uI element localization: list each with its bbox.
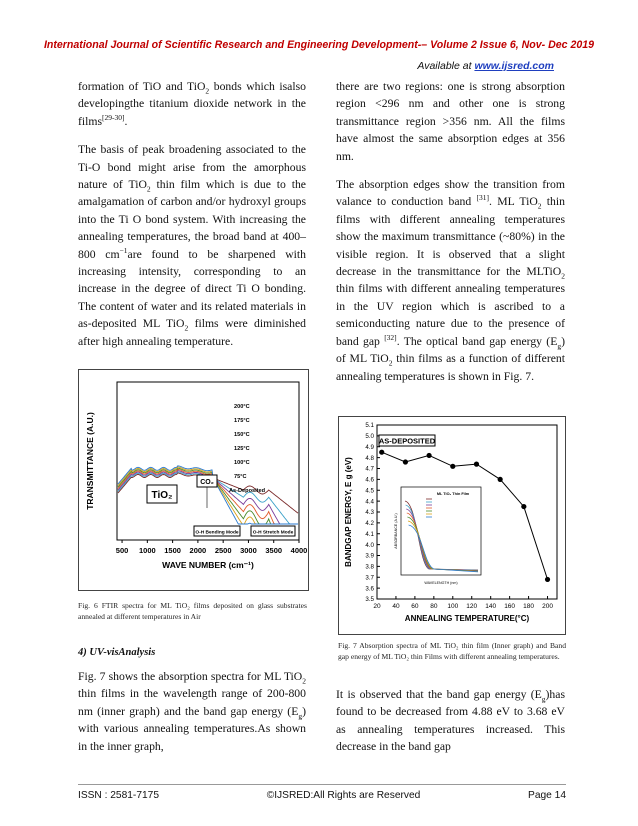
right-paragraph-3-wrap	[336, 686, 565, 767]
bandgap-y-tick-label: 3.8	[365, 563, 374, 571]
bandgap-y-tick-label: 4.0	[365, 541, 374, 549]
ftir-x-tick-label: 4000	[290, 546, 308, 555]
left-paragraph-2: The basis of peak broadening associated to the Ti-O bond might arise from the amorphous nature of TiO$_2$ thin film which is due to the amalgamation of carbon and/or hydroxyl groups into the Ti O bond system. With increasing the annealing temperatures, the broad band at 400–800 $cm^{-1}are$ found to be sharpened with increasing intensity, corresponding to an increase in the degree of direct Ti O bonding. The content of water and its related materials in as-deposited ML TiO$_2$ films were diminished after high annealing temperature.	[78, 143, 307, 348]
bandgap-x-tick-label: 20	[373, 603, 381, 610]
bandgap-x-tick-label: 80	[430, 603, 438, 610]
bandgap-title: AS-DEPOSITED	[378, 436, 436, 446]
bandgap-x-axis-label: ANNEALING TEMPERATURE(°C)	[404, 614, 530, 623]
fig6-ftir-chart	[78, 369, 309, 591]
ftir-plot-frame	[117, 382, 299, 540]
bandgap-y-tick-label: 4.5	[365, 487, 374, 495]
bandgap-x-tick-label: 100	[447, 603, 459, 610]
inset-y-label: ABSORBANCE (A.U.)	[394, 513, 398, 549]
bandgap-x-tick-label: 180	[523, 603, 535, 610]
bandgap-y-tick-label: 4.2	[365, 520, 374, 528]
ftir-x-axis-label: WAVE NUMBER (cm⁻¹)	[162, 560, 254, 570]
right-paragraph-1: there are two regions: one is strong absorption region <296 nm and other one is strong transmittance region >356 nm. All the films have almost the same absorption edges at 356 nm.	[336, 80, 565, 163]
ftir-temp-label: As-Deposited	[229, 488, 266, 494]
ftir-x-tick-label: 3000	[240, 546, 257, 555]
bandgap-y-tick-label: 5.0	[365, 433, 374, 441]
bandgap-x-tick-label: 200	[542, 603, 553, 610]
ftir-temp-label: 200°C	[234, 404, 250, 410]
inset-title: ML TiO₂ Thin Film	[436, 492, 470, 496]
inset-frame	[401, 487, 481, 575]
bandgap-y-tick-label: 3.6	[365, 585, 374, 593]
bandgap-x-tick-label: 140	[485, 603, 497, 610]
fig7-caption: Fig. 7 Absorption spectra of ML TiO₂ thin film (Inner graph) and Band gap energy of ML TiO₂ thin Films with different annealing temperatures.	[338, 641, 566, 661]
ftir-tio2-label: TiO₂	[151, 490, 173, 501]
ftir-x-tick-label: 3500	[265, 546, 283, 555]
website-link[interactable]: www.ijsred.com	[474, 60, 554, 72]
bandgap-y-tick-label: 4.3	[365, 509, 374, 517]
fig7-bandgap-chart	[338, 416, 566, 635]
bandgap-y-tick-label: 5.1	[365, 422, 374, 430]
bandgap-y-tick-label: 3.5	[365, 596, 374, 604]
bandgap-data-point	[379, 450, 384, 455]
bandgap-data-point	[521, 504, 526, 509]
bandgap-data-point	[427, 453, 432, 458]
journal-header: International Journal of Scientific Research and Engineering Development-– Volume 2 Issue 6, Nov- Dec 2019	[43, 39, 595, 51]
bandgap-y-tick-label: 4.1	[365, 530, 374, 538]
available-at	[417, 60, 554, 72]
bandgap-data-point	[403, 459, 408, 464]
footer-rights: ©IJSRED:All Rights are Reserved	[266, 790, 421, 801]
inset-x-label: WAVELENGTH (nm)	[424, 581, 458, 585]
bandgap-y-tick-label: 4.8	[365, 454, 374, 462]
ftir-x-tick-label: 2500	[214, 546, 232, 555]
right-paragraph-3: It is observed that the band gap energy $(E_g)has$ found to be decreased from 4.88 eV to 3.68 eV as annealing temperatures increased. This decrease in the band gap	[336, 688, 565, 754]
fig6-caption: Fig. 6 FTIR spectra for ML TiO₂ films deposited on glass substrates annealed at different temperatures in Air	[78, 601, 307, 621]
bandgap-data-point	[498, 477, 503, 482]
bandgap-y-tick-label: 4.7	[365, 465, 374, 473]
left-paragraph-3: Fig. 7 shows the absorption spectra for ML TiO$_2$ thin films in the wavelength range of 200-800 nm (inner graph) and the band gap energy $(E_g)$ with various annealing temperatures.As shown in the inner graph,	[78, 670, 306, 753]
bandgap-y-tick-label: 3.7	[365, 574, 374, 582]
ftir-temp-label: 75°C	[234, 474, 247, 480]
bandgap-x-tick-label: 160	[504, 603, 516, 610]
bandgap-y-tick-label: 4.9	[365, 443, 374, 451]
ftir-temp-label: 100°C	[234, 460, 250, 466]
available-prefix: Available at	[417, 60, 472, 72]
footer	[78, 790, 566, 801]
ftir-y-axis-label: TRANSMITTANCE (A.U.)	[85, 412, 95, 510]
bandgap-y-axis-label: BANDGAP ENERGY, E g (eV)	[344, 457, 353, 567]
ftir-temp-label: 150°C	[234, 432, 250, 438]
right-paragraph-2: The absorption edges show the transition from valance to conduction band [31]. ML TiO$_2$ thin films with different annealing temperatures show the maximum transmittance (~80%) in the visible region. It is observed that a slight decrease in the transmittance for the MLTiO$_2$ thin films with different annealing temperatures in the UV region which is ascribed to a semiconducting nature due to the presence of band gap [32]. The optical band gap energy $(E_g)$ of ML TiO$_2$ thin films as a function of different annealing temperatures is shown in Fig. 7.	[336, 178, 565, 383]
footer-rule	[78, 784, 566, 785]
bandgap-data-point	[450, 464, 455, 469]
bandgap-x-tick-label: 60	[411, 603, 419, 610]
ftir-x-tick-label: 1500	[164, 546, 181, 555]
right-column	[336, 78, 565, 396]
bandgap-x-tick-label: 120	[466, 603, 478, 610]
ftir-oh-stretch-label: O-H Stretch Mode	[252, 530, 294, 536]
left-paragraph-3-wrap	[78, 668, 306, 766]
bandgap-y-tick-label: 4.4	[365, 498, 374, 506]
ftir-x-tick-label: 2000	[189, 546, 207, 555]
ftir-oh-bending-label: O-H Bending Mode	[195, 530, 239, 536]
bandgap-y-tick-label: 4.6	[365, 476, 374, 484]
bandgap-x-tick-label: 40	[392, 603, 400, 610]
footer-page: Page 14	[528, 790, 566, 801]
ftir-temp-label: 175°C	[234, 418, 250, 424]
ftir-x-tick-label: 1000	[138, 546, 156, 555]
left-column	[78, 78, 306, 361]
ftir-co2-label: CO₂	[200, 479, 214, 486]
ftir-temp-label: 125°C	[234, 446, 250, 452]
bandgap-data-point	[545, 577, 550, 582]
footer-issn: ISSN : 2581-7175	[78, 790, 159, 801]
section-title: 4) UV-visAnalysis	[78, 647, 156, 658]
bandgap-data-point	[474, 462, 479, 467]
bandgap-y-tick-label: 3.9	[365, 552, 374, 560]
left-paragraph-1: formation of TiO and TiO$_2$ bonds which isalso developingthe titanium dioxide network in the films[29-30].	[78, 80, 307, 128]
ftir-x-tick-label: 500	[115, 546, 129, 555]
